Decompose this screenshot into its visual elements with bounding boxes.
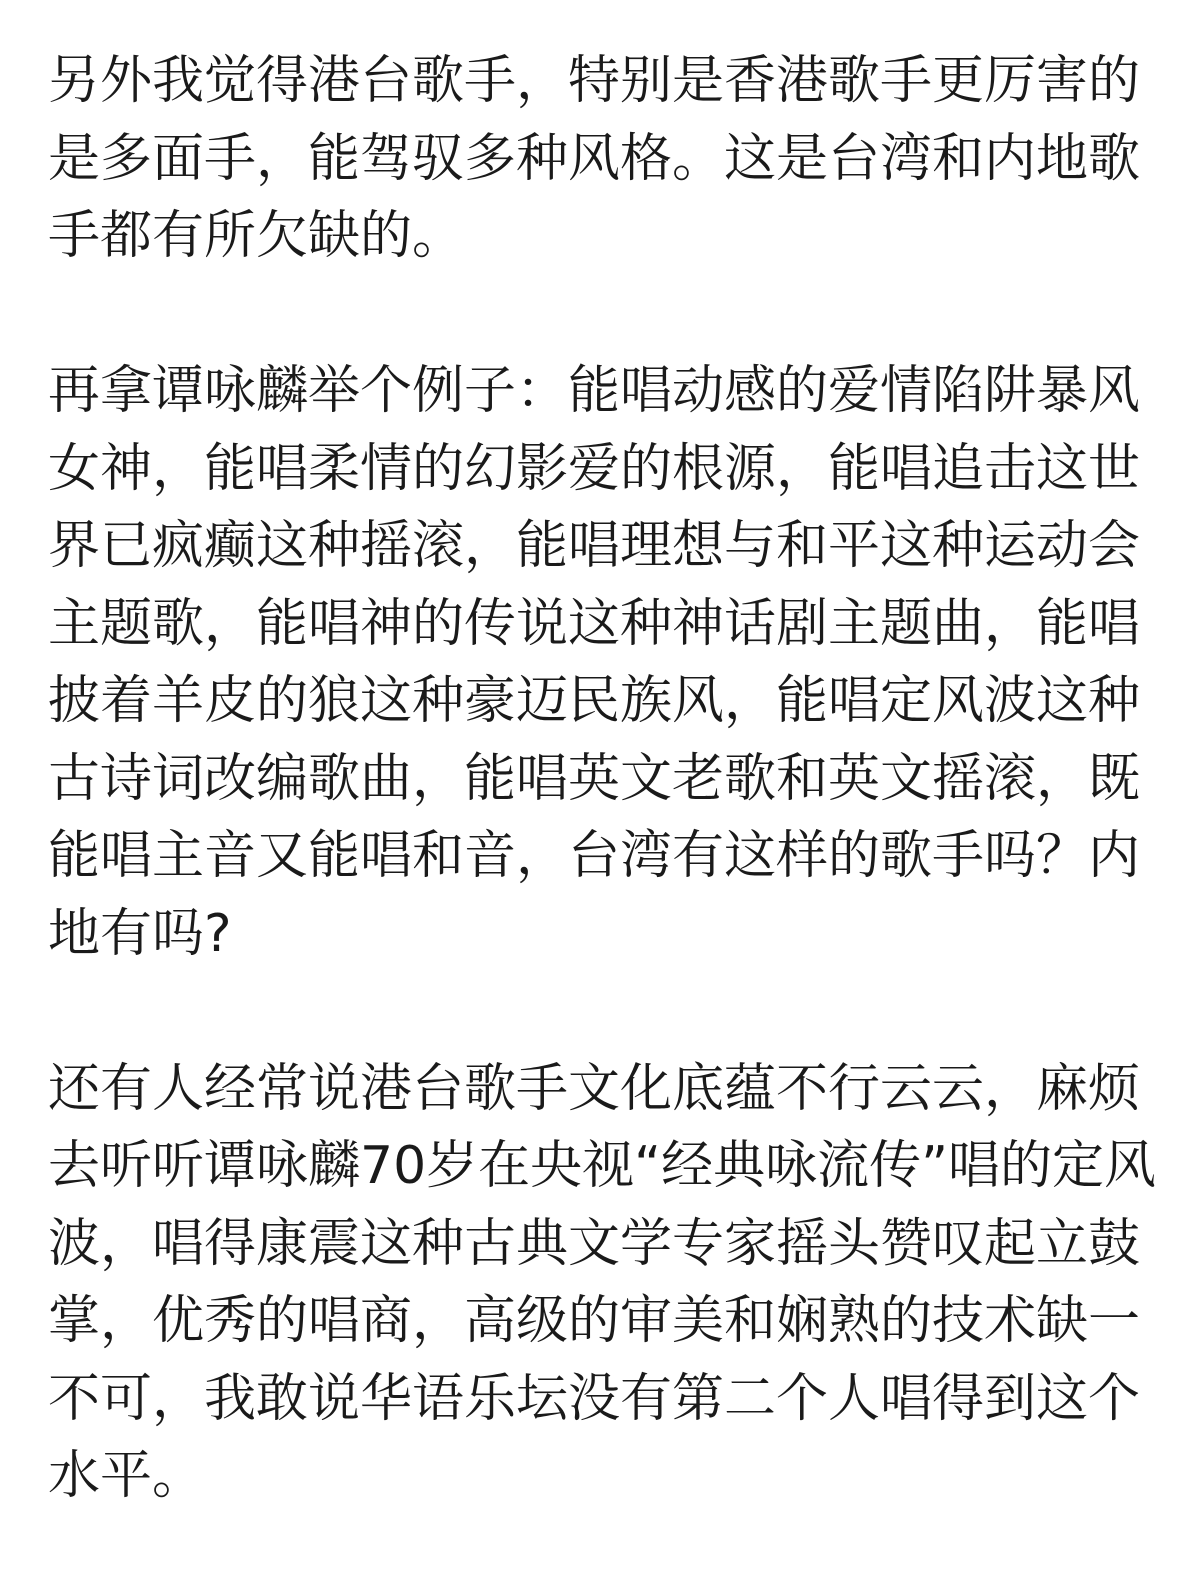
text-line: 另外我觉得港台歌手，特别是香港歌手更厉害的 (48, 51, 1141, 111)
article-body (48, 43, 1157, 1593)
text-line: 主题歌，能唱神的传说这种神话剧主题曲，能唱 (48, 593, 1141, 654)
paragraph-multifaceted-singers (48, 43, 1141, 276)
text-line: 不可，我敢说华语乐坛没有第二个人唱得到这个 (48, 1368, 1141, 1429)
text-line: 女神，能唱柔情的幻影爱的根源，能唱追击这世 (48, 438, 1141, 499)
text-line: 还有人经常说港台歌手文化底蕴不行云云，麻烦 (48, 1058, 1141, 1119)
text-line: 水平。 (48, 1446, 205, 1506)
text-line: 古诗词改编歌曲，能唱英文老歌和英文摇滚，既 (48, 748, 1141, 809)
text-line: 去听听谭咏麟70岁在央视“经典咏流传”唱的定风 (48, 1136, 1157, 1196)
text-line: 是多面手，能驾驭多种风格。这是台湾和内地歌 (48, 128, 1141, 189)
paragraph-cultural-depth (48, 1051, 1157, 1516)
text-line: 掌，优秀的唱商，高级的审美和娴熟的技术缺一 (48, 1291, 1141, 1351)
text-line: 手都有所欠缺的。 (48, 206, 465, 266)
text-line: 地有吗? (48, 903, 232, 964)
text-line: 波，唱得康震这种古典文学专家摇头赞叹起立鼓 (48, 1213, 1141, 1274)
text-line: 再拿谭咏麟举个例子：能唱动感的爱情陷阱暴风 (48, 361, 1141, 421)
text-line: 能唱主音又能唱和音，台湾有这样的歌手吗？内 (48, 826, 1141, 886)
text-line: 披着羊皮的狼这种豪迈民族风，能唱定风波这种 (48, 671, 1141, 731)
text-line: 界已疯癫这种摇滚，能唱理想与和平这种运动会 (48, 516, 1141, 576)
paragraph-alan-tam-examples (48, 353, 1141, 973)
